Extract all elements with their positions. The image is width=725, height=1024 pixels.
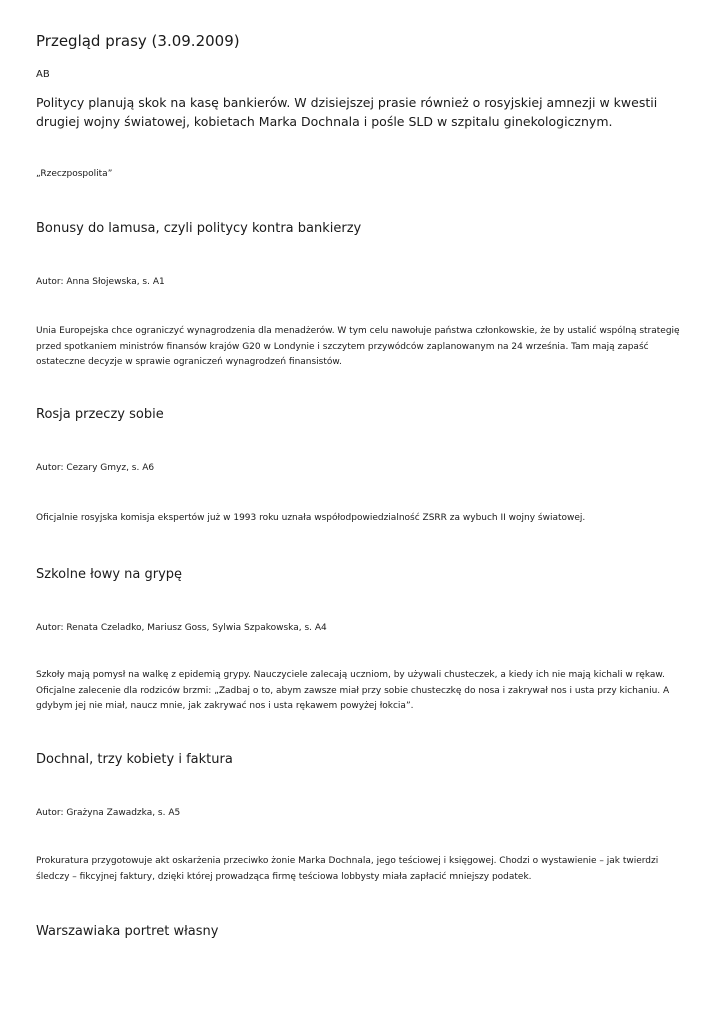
article-body: Unia Europejska chce ograniczyć wynagrodzenia dla menadżerów. W tym celu nawołuje państwa członkowskie, że by ustalić wspólną strategię przed spotkaniem ministrów finansów krajów G20 w Londynie i szczytem przywódców zaplanowanym na 24 września. Tam mają zapaść ostateczne decyzje w sprawie ograniczeń wynagrodzeń finansistów. [36, 326, 680, 367]
article-headline: Dochnal, trzy kobiety i faktura [36, 752, 233, 767]
article-byline: Autor: Renata Czeladko, Mariusz Goss, Sylwia Szpakowska, s. A4 [36, 623, 327, 633]
article-headline: Warszawiaka portret własny [36, 924, 219, 939]
document-title: Przegląd prasy (3.09.2009) [36, 32, 240, 50]
article-byline: Autor: Grażyna Zawadzka, s. A5 [36, 808, 181, 818]
article-headline: Rosja przeczy sobie [36, 407, 164, 422]
article-body: Prokuratura przygotowuje akt oskarżenia przeciwko żonie Marka Dochnala, jego teściowej i księgowej. Chodzi o wystawienie – jak twierdzi śledczy – fikcyjnej faktury, dzięki której prowadząca firmę teściowa lobbysty miała zapłacić mniejszy podatek. [36, 856, 659, 882]
article-byline: Autor: Cezary Gmyz, s. A6 [36, 463, 155, 473]
article-body: Szkoły mają pomysł na walkę z epidemią grypy. Nauczyciele zalecają uczniom, by używali chusteczek, a kiedy ich nie mają kichali w rękaw. Oficjalne zalecenie dla rodziców brzmi: „Zadbaj o to, abym zawsze miał przy sobie chusteczkę do nosa i zakrywał nos i usta przy kichaniu. A gdybym jej nie miał, naucz mnie, jak zakrywać nos i usta rękawem powyżej łokcia”. [36, 670, 670, 711]
article-headline: Szkolne łowy na grypę [36, 567, 183, 582]
document-lead: Politycy planują skok na kasę bankierów. W dzisiejszej prasie również o rosyjskiej amnezji w kwestii drugiej wojny światowej, kobietach Marka Dochnala i pośle SLD w szpitalu ginekologicznym. [36, 95, 658, 129]
article-byline: Autor: Anna Słojewska, s. A1 [36, 277, 165, 287]
article-body: Oficjalnie rosyjska komisja ekspertów już w 1993 roku uznała współodpowiedzialność ZSRR za wybuch II wojny światowej. [36, 513, 586, 523]
article-headline: Bonusy do lamusa, czyli politycy kontra bankierzy [36, 221, 362, 236]
document-author: AB [36, 69, 50, 80]
source-name: „Rzeczpospolita” [36, 169, 113, 179]
